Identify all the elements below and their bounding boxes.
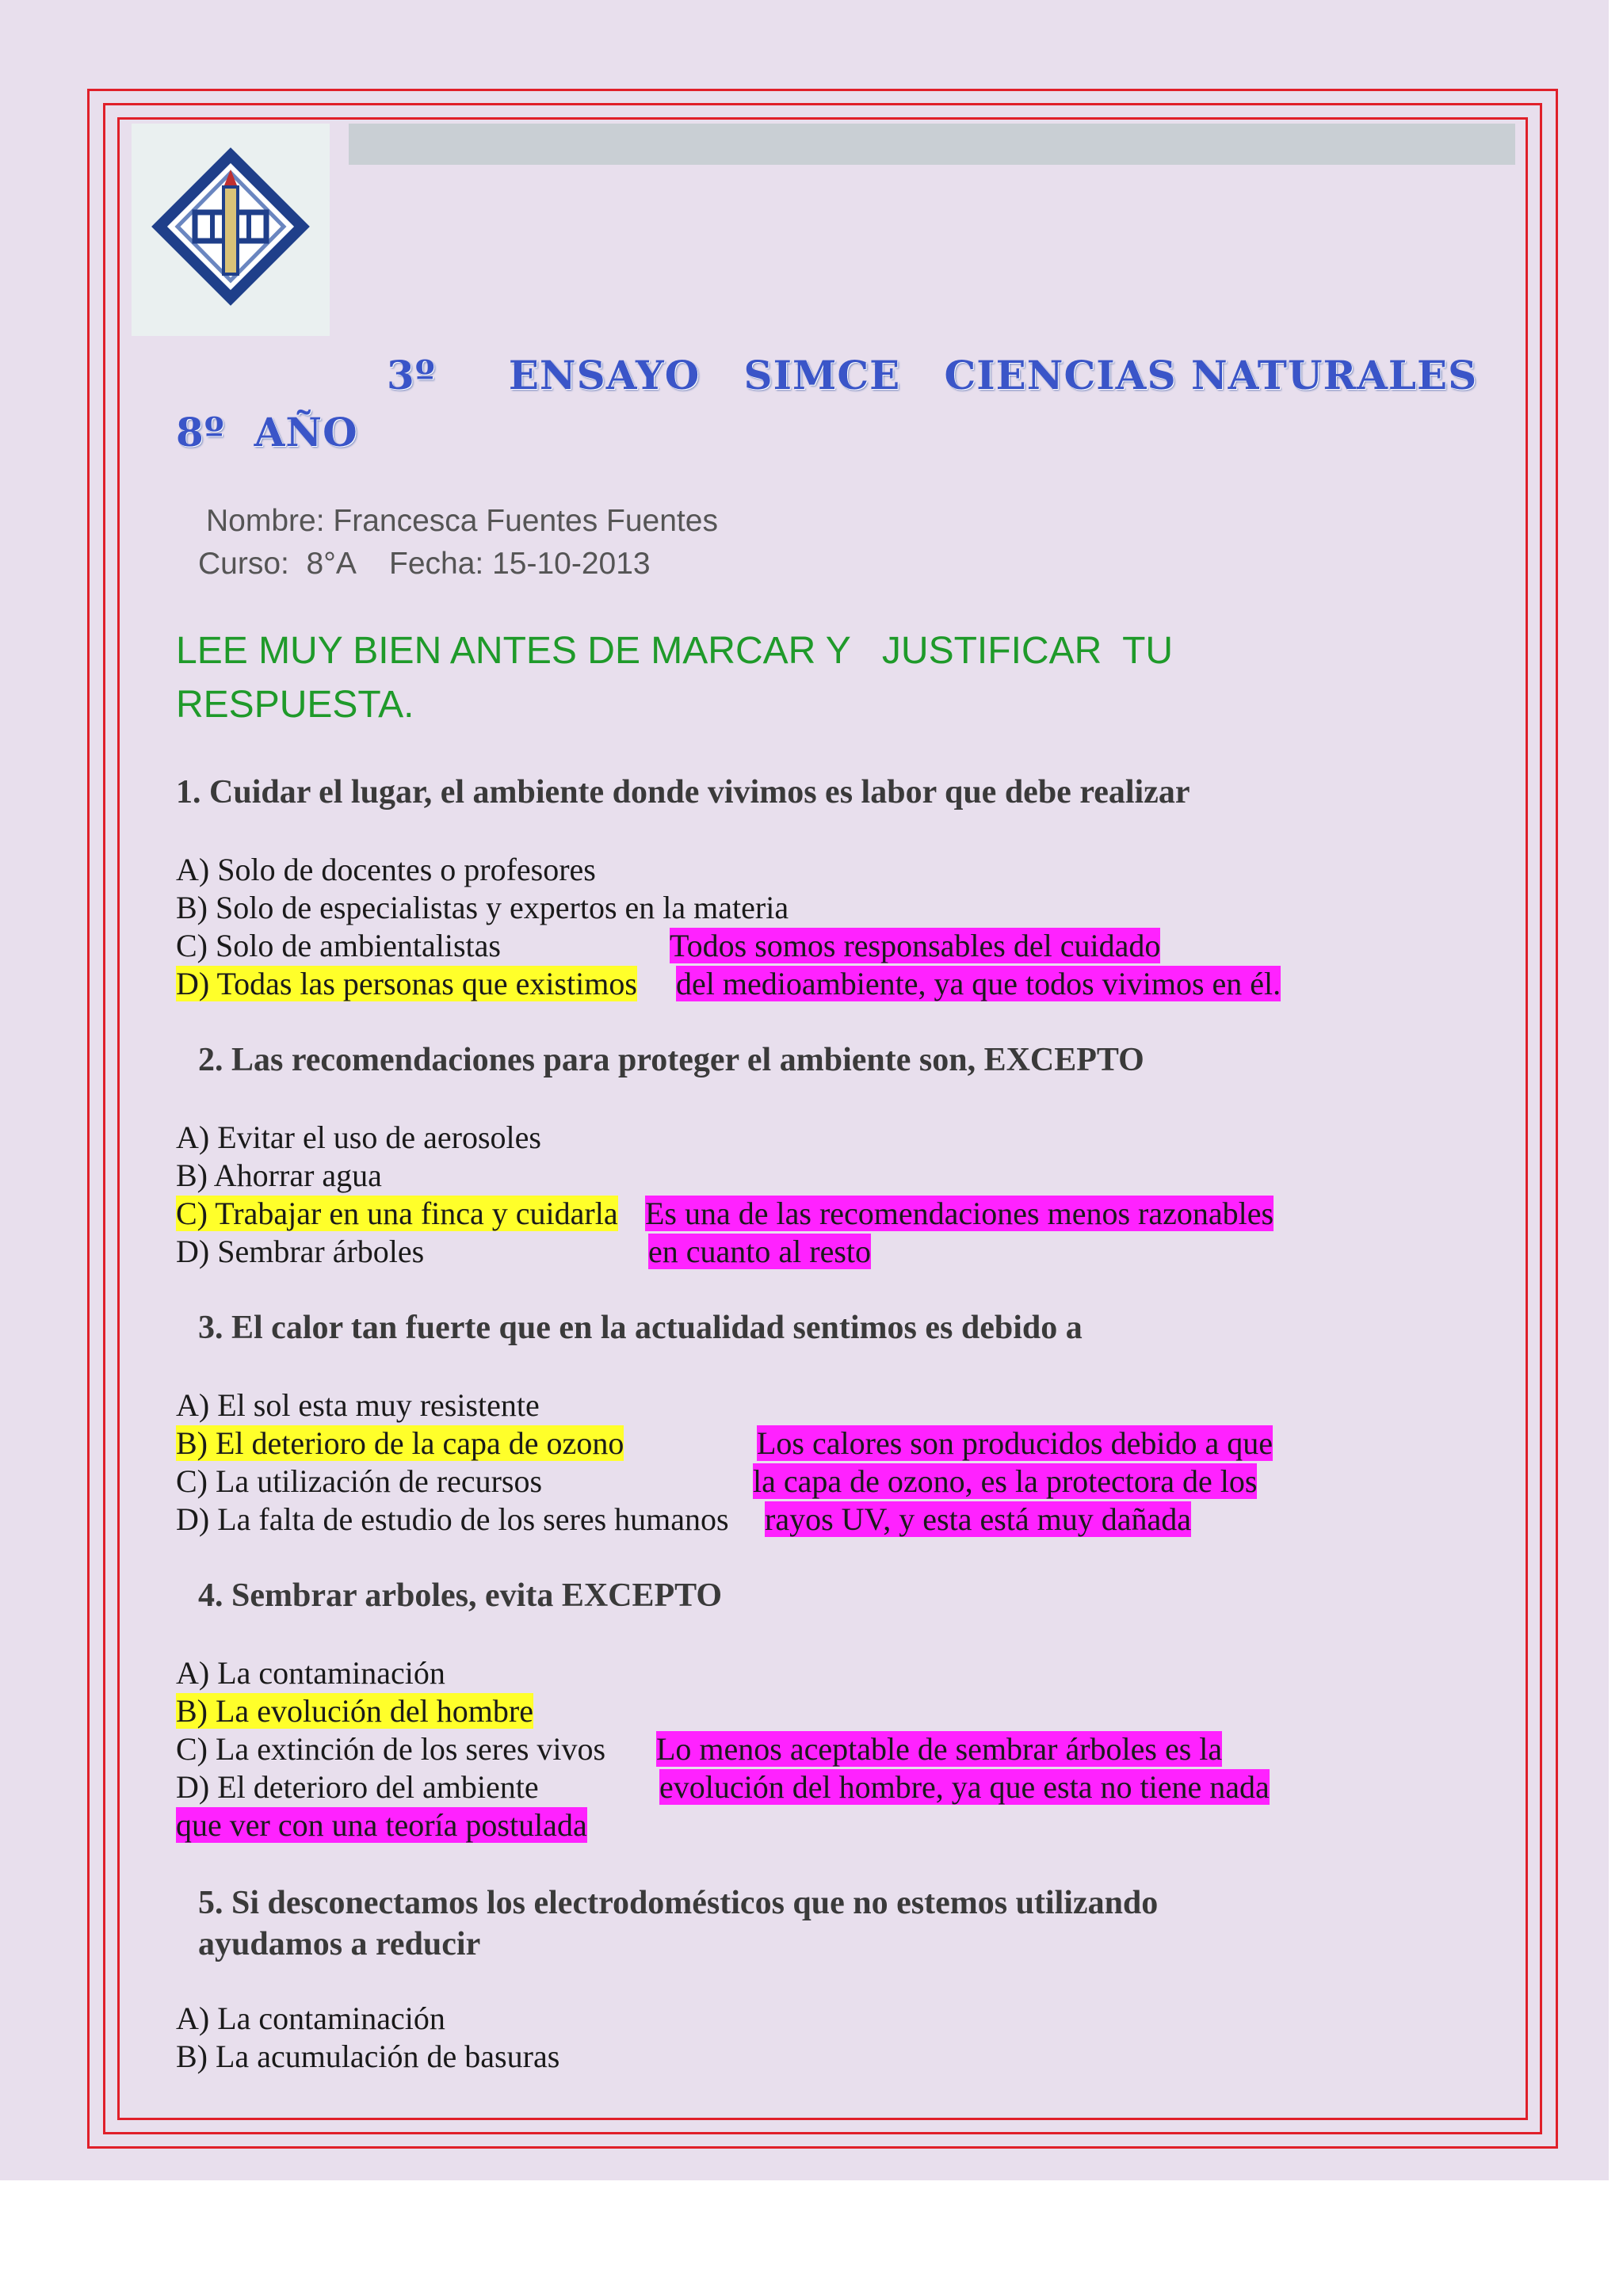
selected-answer: D) Todas las personas que existimos: [176, 966, 637, 1001]
q1-option-c: C) Solo de ambientalistas: [176, 928, 501, 963]
q2-justification-2: en cuanto al resto: [648, 1234, 871, 1269]
selected-answer: B) La evolución del hombre: [176, 1693, 533, 1729]
question-1: 1. Cuidar el lugar, el ambiente donde vivimos es labor que debe realizar: [176, 774, 1190, 810]
question-5-line-1: 5. Si desconectamos los electrodomésticos que no estemos utilizando: [198, 1885, 1159, 1921]
header-bar: [349, 124, 1515, 165]
q4-justification-1: Lo menos aceptable de sembrar árboles es la: [656, 1731, 1223, 1767]
q2-option-d: D) Sembrar árboles: [176, 1234, 425, 1269]
q3-justification-1: Los calores son producidos debido a que: [757, 1425, 1273, 1461]
question-2: 2. Las recomendaciones para proteger el ambiente son, EXCEPTO: [198, 1042, 1144, 1078]
student-name: Nombre: Francesca Fuentes Fuentes: [206, 504, 718, 538]
selected-answer: C) Trabajar en una finca y cuidarla: [176, 1196, 618, 1231]
q2-option-b: B) Ahorrar agua: [176, 1158, 382, 1193]
q3-justification-2: la capa de ozono, es la protectora de los: [753, 1463, 1258, 1499]
q1-option-a: A) Solo de docentes o profesores: [176, 852, 596, 887]
grade-title: 8º AÑO: [176, 409, 358, 456]
q4-option-b: [176, 1692, 533, 1730]
question-5-line-2: ayudamos a reducir: [198, 1926, 481, 1962]
document-title: 3º ENSAYO SIMCE CIENCIAS NATURALES: [387, 352, 1478, 399]
q1-option-b: B) Solo de especialistas y expertos en la materia: [176, 890, 789, 925]
question-4: 4. Sembrar arboles, evita EXCEPTO: [198, 1577, 723, 1614]
q3-justification-3: rayos UV, y esta está muy dañada: [765, 1501, 1192, 1537]
q5-option-a: A) La contaminación: [176, 2000, 445, 2036]
school-emblem-icon: [132, 124, 330, 336]
q4-option-c: C) La extinción de los seres vivos: [176, 1731, 606, 1767]
q3-option-b: [176, 1425, 624, 1463]
q2-option-c: [176, 1195, 618, 1233]
instructions-line-1: LEE MUY BIEN ANTES DE MARCAR Y JUSTIFICAR TU: [176, 630, 1174, 672]
question-3: 3. El calor tan fuerte que en la actualidad sentimos es debido a: [198, 1310, 1083, 1346]
q4-justification-3: que ver con una teoría postulada: [176, 1807, 587, 1843]
q2-justification-1: Es una de las recomendaciones menos razonables: [645, 1196, 1274, 1231]
q4-option-d: D) El deterioro del ambiente: [176, 1769, 539, 1805]
q5-option-b: B) La acumulación de basuras: [176, 2039, 560, 2074]
course-date: Curso: 8°A Fecha: 15-10-2013: [198, 547, 651, 581]
selected-answer: B) El deterioro de la capa de ozono: [176, 1425, 624, 1461]
q3-option-c: C) La utilización de recursos: [176, 1463, 543, 1499]
q3-option-d: D) La falta de estudio de los seres humanos: [176, 1501, 729, 1537]
q1-justification-2: del medioambiente, ya que todos vivimos en él.: [676, 966, 1281, 1001]
q3-option-a: A) El sol esta muy resistente: [176, 1387, 540, 1423]
instructions-line-2: RESPUESTA.: [176, 684, 414, 726]
q4-option-a: A) La contaminación: [176, 1655, 445, 1691]
q1-justification-1: Todos somos responsables del cuidado: [670, 928, 1161, 963]
q4-justification-2: evolución del hombre, ya que esta no tiene nada: [659, 1769, 1270, 1805]
q2-option-a: A) Evitar el uso de aerosoles: [176, 1119, 541, 1155]
q1-option-d: [176, 965, 637, 1003]
